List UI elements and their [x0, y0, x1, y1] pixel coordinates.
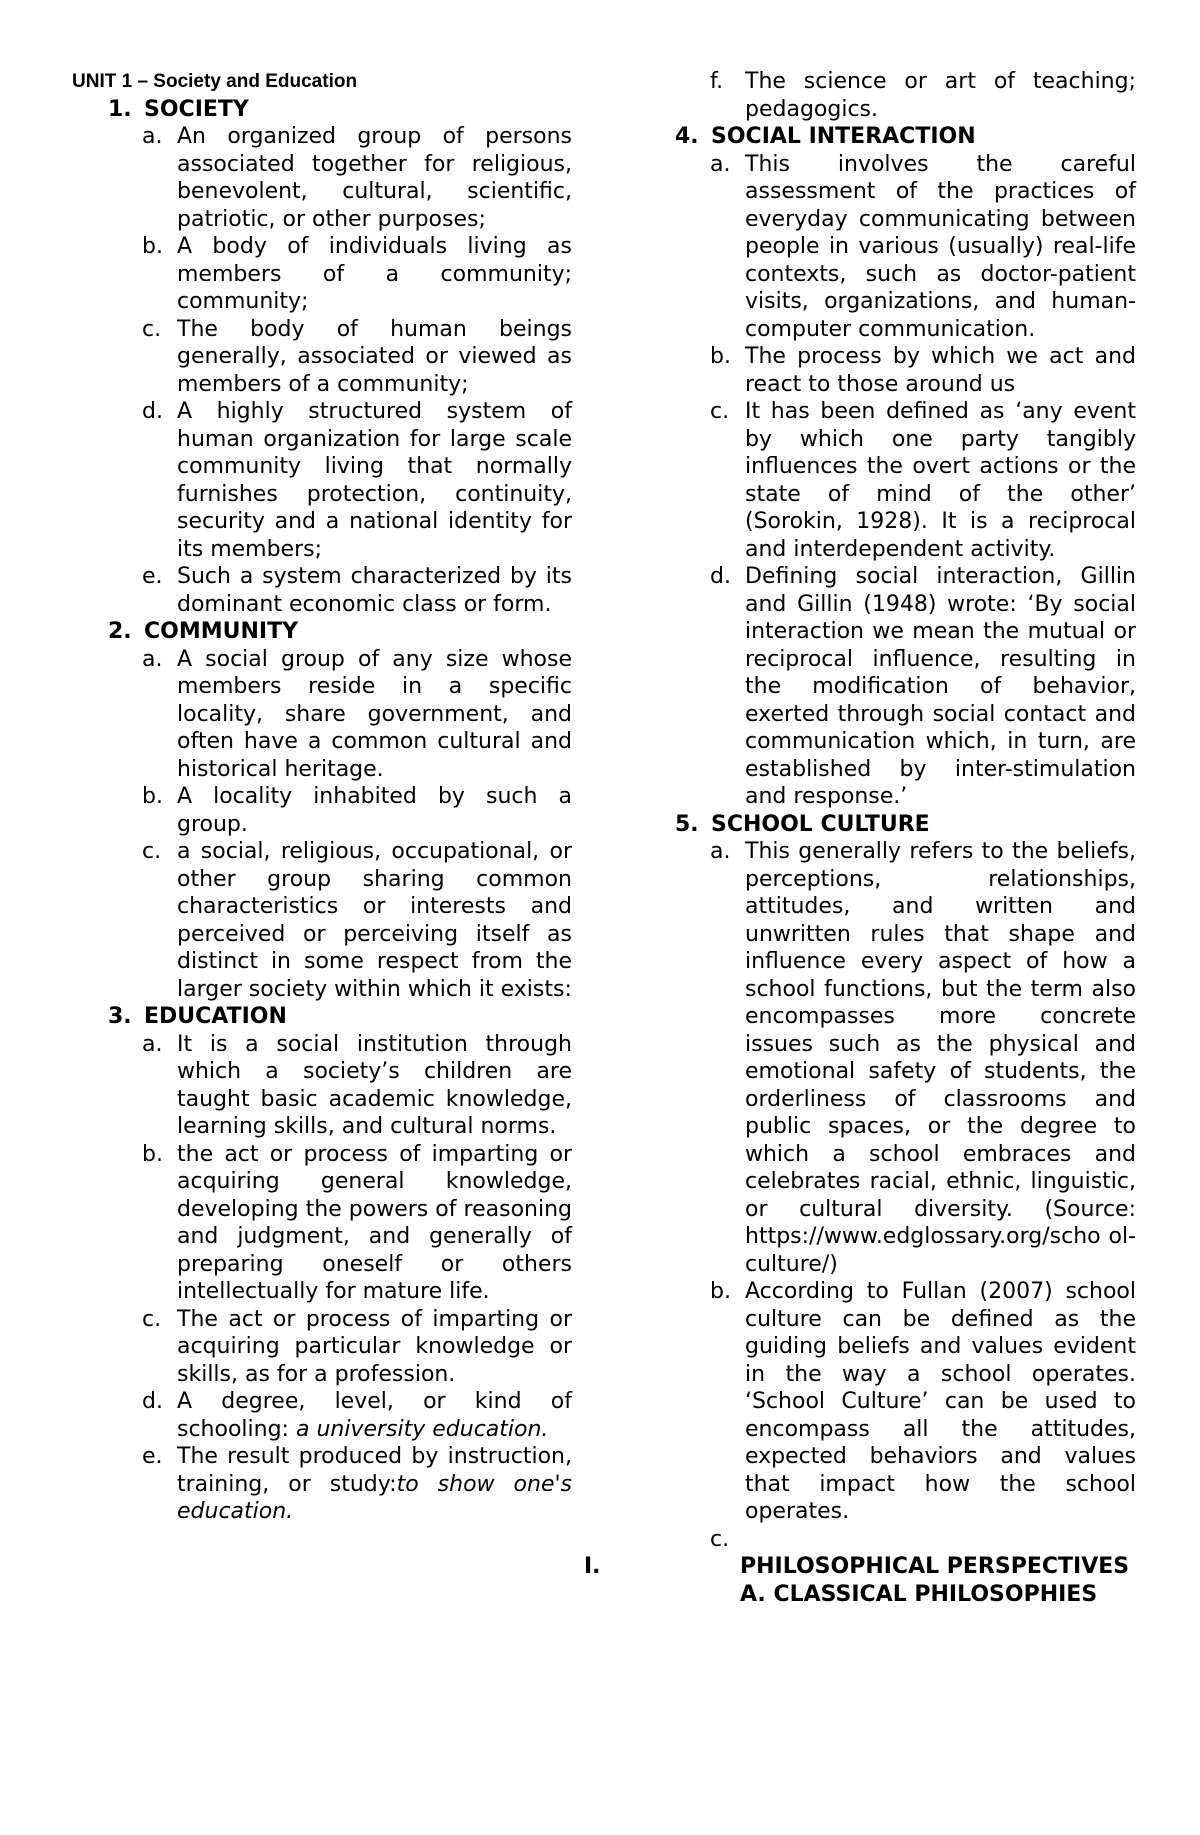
item-list	[72, 123, 572, 618]
section-community	[72, 618, 572, 1003]
item-text: It has been defined as ‘any event by which one party tangibly influences the overt actions or the state of mind of the other’ (Sorokin, 1928). It is a reciprocal and interdependent activity.	[745, 399, 1136, 562]
section-title: EDUCATION	[144, 1004, 287, 1029]
list-item	[72, 1306, 572, 1389]
list-item	[72, 1443, 572, 1526]
section-title: SCHOOL CULTURE	[711, 811, 930, 837]
list-item	[72, 123, 572, 233]
subheading: A. CLASSICAL PHILOSOPHIES	[740, 1581, 1098, 1607]
item-letter: c.	[142, 316, 162, 342]
item-text: Defining social interaction, Gillin and Gillin (1948) wrote: ‘By social interaction we mean the mutual or reciprocal influence, resulting in the modification of behavior, exerted through social contact and communication which, in turn, are established by inter-stimulation and response.’	[745, 564, 1136, 809]
item-text: An organized group of persons associated together for religious, benevolent, cultural, scientific, patriotic, or other purposes;	[177, 124, 572, 232]
list-item	[72, 783, 572, 838]
section-number: 4.	[675, 124, 699, 149]
left-column	[72, 68, 572, 1526]
item-letter: e.	[142, 1444, 163, 1469]
section-heading	[72, 618, 572, 646]
item-text-italic: a university education.	[295, 1416, 549, 1442]
list-item	[660, 838, 1136, 1278]
section-school-culture	[660, 811, 1136, 1554]
section-heading	[660, 123, 1136, 151]
item-letter: b.	[142, 234, 163, 259]
item-text: It is a social institution through which a society’s children are taught basic academic knowledge, learning skills, and cultural norms.	[177, 1031, 572, 1139]
list-item	[72, 398, 572, 563]
section-number: 3.	[108, 1004, 132, 1029]
list-item	[660, 151, 1136, 344]
item-letter: a.	[142, 124, 163, 149]
list-item	[660, 68, 1136, 123]
item-text	[177, 1388, 572, 1443]
item-text: Such a system characterized by its dominant economic class or form.	[177, 564, 572, 617]
item-letter: e.	[142, 564, 163, 589]
item-text	[177, 1443, 572, 1526]
list-item	[72, 838, 572, 1003]
section-title: SOCIAL INTERACTION	[711, 124, 976, 149]
item-letter: d.	[710, 564, 731, 589]
item-text: This involves the careful assessment of the practices of everyday communicating between people in various (usually) real-life contexts, such as doctor-patient visits, organizations, and human-computer communication.	[745, 151, 1136, 342]
section-society	[72, 96, 572, 619]
item-text: The act or process of imparting or acquiring particular knowledge or skills, as for a profession.	[177, 1306, 572, 1387]
item-letter: b.	[142, 784, 163, 809]
item-text: The process by which we act and react to those around us	[745, 344, 1136, 397]
section-education	[72, 1003, 572, 1526]
section-heading	[660, 811, 1136, 839]
item-list	[660, 68, 1136, 123]
list-item	[72, 1388, 572, 1443]
item-text: the act or process of imparting or acquiring general knowledge, developing the powers of reasoning and judgment, and generally of preparing oneself or others intellectually for mature life.	[177, 1141, 572, 1304]
section-heading	[72, 1003, 572, 1031]
list-item	[72, 316, 572, 399]
section-title: SOCIETY	[144, 96, 249, 122]
section-social-interaction	[660, 123, 1136, 811]
item-letter: b.	[142, 1141, 163, 1167]
item-text: According to Fullan (2007) school culture can be defined as the guiding beliefs and values evident in the way a school operates. ‘School Culture’ can be used to encompass all the attitudes, expected behaviors and values that impact how the school operates.	[745, 1279, 1136, 1524]
item-text: A highly structured system of human organization for large scale community living that normally furnishes protection, continuity, security and a national identity for its members;	[177, 399, 572, 562]
item-list	[72, 1031, 572, 1526]
list-item	[72, 563, 572, 618]
item-letter: a.	[142, 646, 163, 672]
item-letter: b.	[710, 1279, 731, 1304]
item-list	[660, 838, 1136, 1553]
item-text: The body of human beings generally, associated or viewed as members of a community;	[177, 316, 572, 397]
unit-title: UNIT 1 – Society and Education	[72, 71, 358, 92]
list-item	[660, 563, 1136, 811]
item-text: The science or art of teaching; pedagogics.	[745, 69, 1136, 122]
item-text: a social, religious, occupational, or other group sharing common characteristics or interests and perceived or perceiving itself as distinct in some respect from the larger society within which it exists:	[177, 839, 572, 1002]
list-item	[72, 233, 572, 316]
item-letter: c.	[142, 839, 162, 864]
list-item	[660, 1278, 1136, 1526]
item-letter: c.	[710, 1526, 730, 1552]
list-item	[660, 1526, 1136, 1554]
item-letter: c.	[710, 399, 730, 424]
item-text: This generally refers to the beliefs, perceptions, relationships, attitudes, and written and unwritten rules that shape and influence every aspect of how a school functions, but the term also encompasses more concrete issues such as the physical and emotional safety of students, the orderliness of classrooms and public spaces, or the degree to which a school embraces and celebrates racial, ethnic, linguistic, or cultural diversity. (Source: https://www.edglossary.org/scho ol-culture/)	[745, 839, 1136, 1277]
list-item	[72, 1031, 572, 1141]
roman-title: PHILOSOPHICAL PERSPECTIVES	[740, 1554, 1130, 1579]
right-column	[584, 68, 1136, 1608]
item-text: A locality inhabited by such a group.	[177, 784, 572, 837]
list-item	[660, 343, 1136, 398]
list-item	[72, 646, 572, 784]
item-letter: c.	[142, 1306, 162, 1332]
item-text-italic: to show one's education.	[177, 1471, 572, 1524]
item-letter: f.	[710, 69, 724, 94]
item-text: A social group of any size whose members reside in a specific locality, share government, and often have a common cultural and historical heritage.	[177, 646, 572, 782]
item-text-plain: The result produced by instruction, training, or study:	[177, 1444, 572, 1497]
item-letter: a.	[142, 1031, 163, 1057]
item-text: A body of individuals living as members of a community; community;	[177, 234, 572, 314]
roman-number: I.	[584, 1554, 601, 1579]
item-list	[660, 151, 1136, 811]
section-number: 1.	[108, 96, 132, 122]
section-heading	[72, 96, 572, 124]
section-number: 5.	[675, 811, 699, 837]
section-number: 2.	[108, 619, 132, 644]
list-item	[72, 1141, 572, 1306]
item-letter: b.	[710, 344, 731, 369]
section-title: COMMUNITY	[144, 619, 299, 644]
item-letter: d.	[142, 1389, 163, 1414]
item-letter: a.	[710, 839, 731, 864]
item-list	[72, 646, 572, 1004]
item-letter: a.	[710, 151, 731, 177]
item-text-plain: A degree, level, or kind of schooling:	[177, 1389, 572, 1442]
item-letter: d.	[142, 399, 163, 424]
roman-heading	[584, 1553, 1136, 1581]
list-item	[660, 398, 1136, 563]
